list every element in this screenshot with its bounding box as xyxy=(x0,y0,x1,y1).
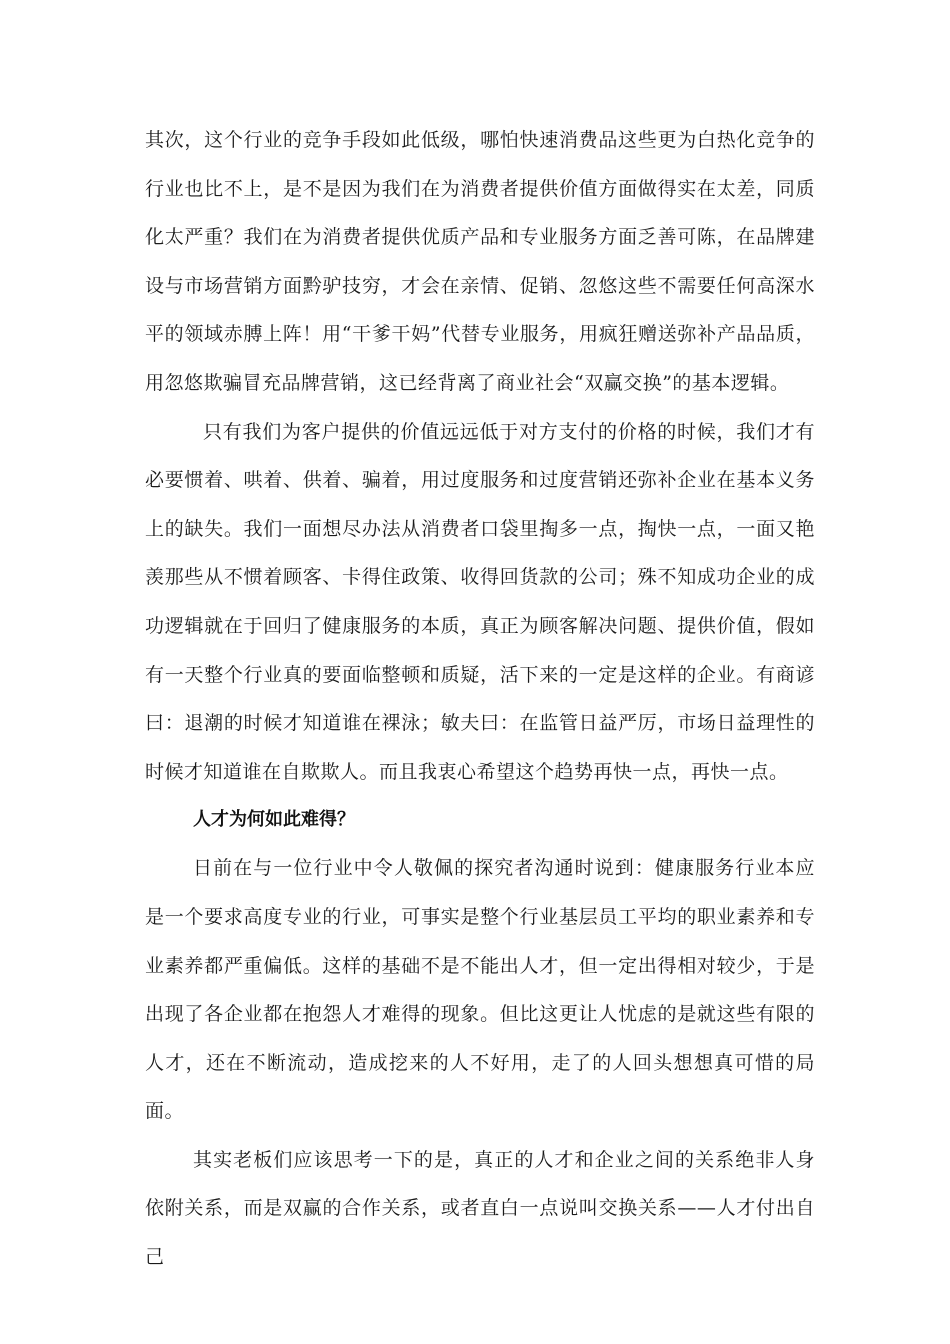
section-heading-talent: 人才为何如此难得？ xyxy=(193,809,355,831)
paragraph-value-below-price: 只有我们为客户提供的价值远远低于对方支付的价格的时候，我们才有必要惯着、哄着、供着、骗着，用过度服务和过度营销还弥补企业在基本义务上的缺失。我们一面想尽办法从消费者口袋里掏多一点，掏快一点，一面又艳羡那些从不惯着顾客、卡得住政策、收得回货款的公司；殊不知成功企业的成功逻辑就在于回归了健康服务的本质，真正为顾客解决问题、提供价值，假如有一天整个行业真的要面临整顿和质疑，活下来的一定是这样的企业。有商谚曰：退潮的时候才知道谁在裸泳；敏夫曰：在监管日益严厉，市场日益理性的时候才知道谁在自欺欺人。而且我衷心希望这个趋势再快一点，再快一点。 xyxy=(145,420,815,783)
paragraph-boss-reflection: 其实老板们应该思考一下的是，真正的人才和企业之间的关系绝非人身依附关系，而是双赢的合作关系，或者直白一点说叫交换关系——人才付出自己 xyxy=(145,1148,815,1269)
paragraph-competition-means: 其次，这个行业的竞争手段如此低级，哪怕快速消费品这些更为白热化竞争的行业也比不上，是不是因为我们在为消费者提供价值方面做得实在太差，同质化太严重？我们在为消费者提供优质产品和专业服务方面乏善可陈，在品牌建设与市场营销方面黔驴技穷，才会在亲情、促销、忽悠这些不需要任何高深水平的领域赤膊上阵！用“干爹干妈”代替专业服务，用疯狂赠送弥补产品品质，用忽悠欺骗冒充品牌营销，这已经背离了商业社会“双赢交换”的基本逻辑。 xyxy=(145,129,815,394)
paragraph-talent-scarcity: 日前在与一位行业中令人敬佩的探究者沟通时说到：健康服务行业本应是一个要求高度专业的行业，可事实是整个行业基层员工平均的职业素养和专业素养都严重偏低。这样的基础不是不能出人才，但一定出得相对较少，于是出现了各企业都在抱怨人才难得的现象。但比这更让人忧虑的是就这些有限的人才，还在不断流动，造成挖来的人不好用，走了的人回头想想真可惜的局面。 xyxy=(145,857,815,1123)
document-body xyxy=(145,116,815,1282)
